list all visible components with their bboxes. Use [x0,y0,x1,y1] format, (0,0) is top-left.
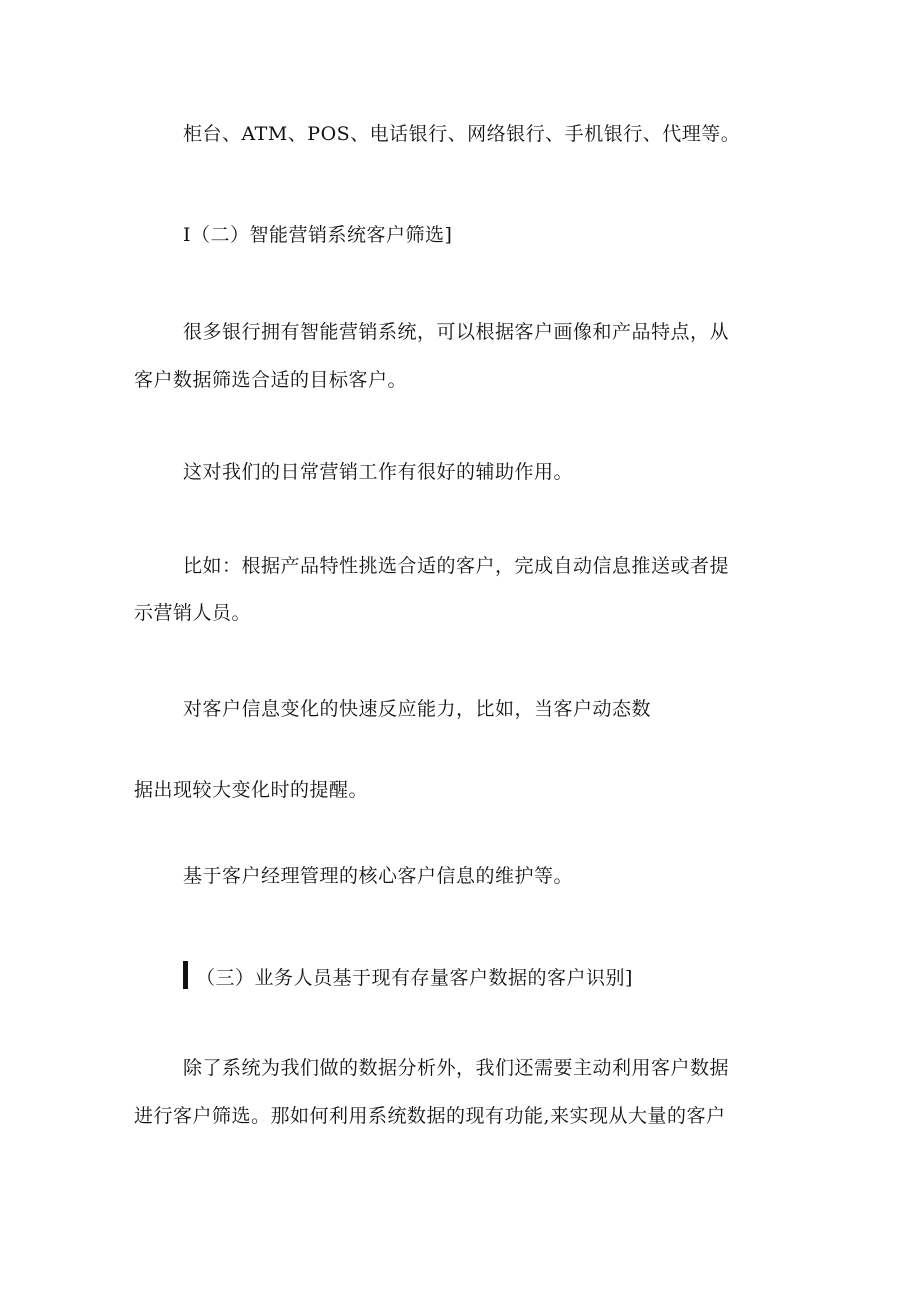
section-heading-2: I（二）智能营销系统客户筛选] [183,224,453,246]
section-heading-3: （三）业务人员基于现有存量客户数据的客户识别] [196,967,633,989]
paragraph-assist: 这对我们的日常营销工作有很好的辅助作用。 [183,461,574,483]
paragraph-channels: 柜台、ATM、POS、电话银行、网络银行、手机银行、代理等。 [183,123,741,145]
paragraph-reaction-line2: 据出现较大变化时的提醒。 [134,779,369,801]
paragraph-smart-marketing-line1: 很多银行拥有智能营销系统，可以根据客户画像和产品特点，从 [183,321,730,343]
paragraph-reaction-line1: 对客户信息变化的快速反应能力，比如，当客户动态数 [183,698,652,720]
paragraph-maintenance: 基于客户经理管理的核心客户信息的维护等。 [183,865,574,887]
paragraph-example-line1: 比如：根据产品特性挑选合适的客户，完成自动信息推送或者提 [183,555,730,577]
heading-marker-bar [183,961,188,989]
paragraph-screening-line2: 进行客户筛选。那如何利用系统数据的现有功能,来实现从大量的客户 [134,1105,726,1127]
paragraph-smart-marketing-line2: 客户数据筛选合适的目标客户。 [134,369,408,391]
paragraph-example-line2: 示营销人员。 [134,602,252,624]
paragraph-screening-line1: 除了系统为我们做的数据分析外，我们还需要主动利用客户数据 [183,1057,730,1079]
